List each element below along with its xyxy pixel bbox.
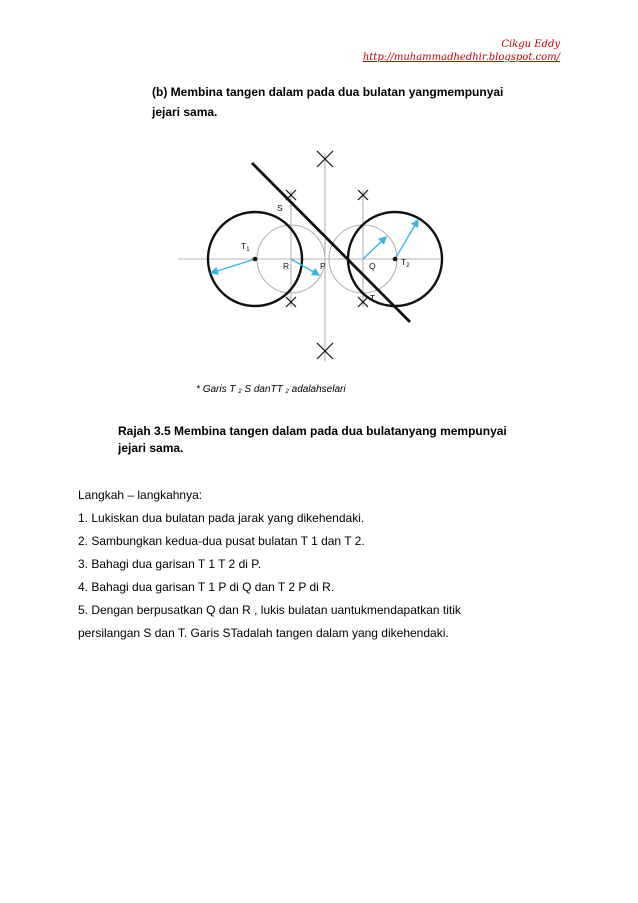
note-sub-1: 2 [238,389,242,395]
radius-arrow-t2 [395,220,418,259]
center-point-t1 [253,257,258,262]
label-r: R [283,261,290,271]
step-item-continuation: persilangan S dan T. Garis STadalah tangen dalam yang dikehendaki. [78,626,449,640]
radius-arrow-r [291,259,319,275]
caption-line-1: Rajah 3.5 Membina tangen dalam pada dua bulatanyang mempunyai [118,424,507,438]
radius-arrow-q [363,237,386,259]
step-item: 5. Dengan berpusatkan Q dan R , lukis bulatan uantukmendapatkan titik [78,603,461,617]
figure-caption [118,423,568,457]
header-author: Cikgu Eddy [501,39,560,50]
radius-arrow-t1 [211,259,255,273]
steps-list [78,484,578,645]
label-t: T [370,293,376,303]
note-sub-2: 2 [285,389,289,395]
center-point-t2 [393,257,398,262]
step-item: 2. Sambungkan kedua-dua pusat bulatan T 1 dan T 2. [78,534,365,548]
internal-tangent-line [252,163,410,322]
note-star: * [196,384,200,395]
caption-line-2: jejari sama. [118,441,184,455]
label-p: P [320,261,326,271]
label-q: Q [369,261,376,271]
step-item: 4. Bahagi dua garisan T 1 P di Q dan T 2 P di R. [78,580,335,594]
diagram-note [196,384,346,395]
construction-cross-marks [286,151,368,359]
label-t2: $T_2$ [401,257,410,269]
steps-heading: Langkah – langkahnya: [78,488,203,502]
header-url-link[interactable]: http://muhammadhedhir.blogspot.com/ [362,52,560,63]
section-title-line-1: (b) Membina tangen dalam pada dua bulatan yangmempunyai [152,85,504,99]
tangent-construction-diagram [174,145,444,375]
note-part-3: adalahselari [291,384,346,395]
section-title-line-2: jejari sama. [152,105,218,119]
step-item: 1. Lukiskan dua bulatan pada jarak yang dikehendaki. [78,511,365,525]
label-s: S [277,203,283,213]
step-item: 3. Bahagi dua garisan T 1 T 2 di P. [78,557,262,571]
label-t1: $T_1$ [241,241,250,253]
note-part-1: Garis T [202,384,236,395]
note-part-2: S danTT [244,384,283,395]
